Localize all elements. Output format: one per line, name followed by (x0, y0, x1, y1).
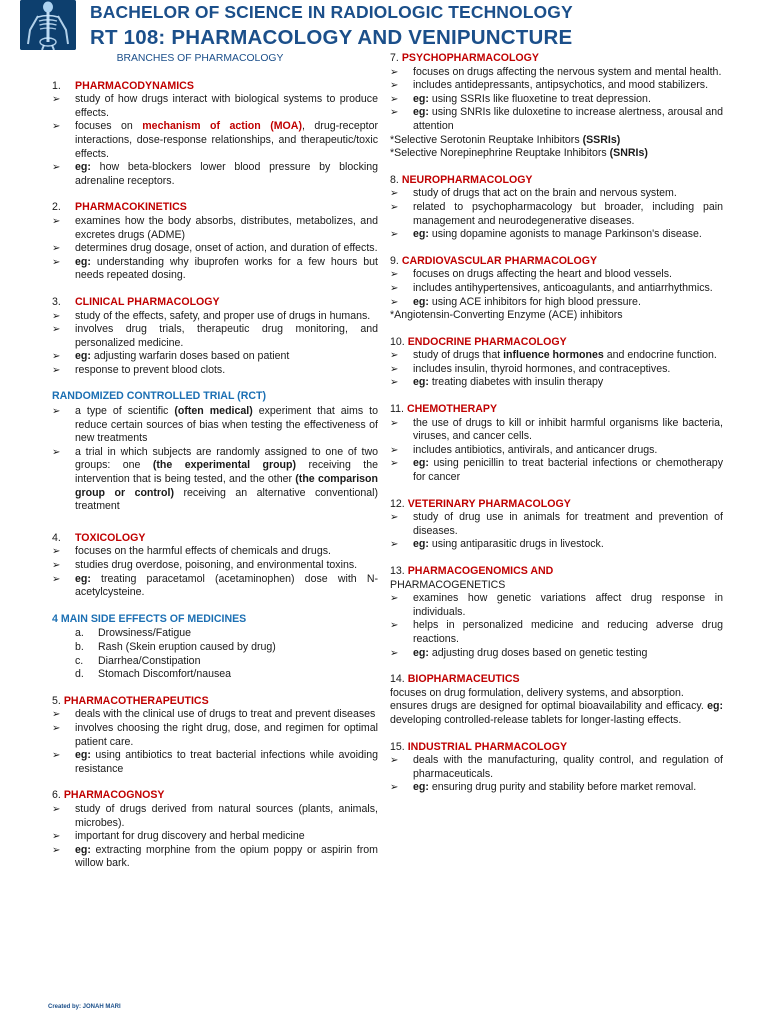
section-heading: 1. PHARMACODYNAMICS (52, 79, 194, 92)
side-effect-item: b. Rash (Skein eruption caused by drug) (75, 640, 276, 653)
bullet-item: ➢ a type of scientific (often medical) experiment that aims to reduce certain sources of bias when testing the effectiveness of new treatments (52, 405, 378, 446)
section-psychopharmacology (390, 52, 723, 161)
bullet-item: ➢ eg: using SSRIs like fluoxetine to treat depression. (390, 93, 723, 107)
section-toxicology (52, 532, 378, 600)
bullet-item: ➢ the use of drugs to kill or inhibit harmful organisms like bacteria, viruses, and cancer cells. (390, 417, 723, 444)
bullet-item: ➢ examines how genetic variations affect drug response in individuals. (390, 592, 723, 619)
section-heading: 9. CARDIOVASCULAR PHARMACOLOGY (390, 254, 598, 267)
bullet-item: ➢ includes antibiotics, antivirals, and anticancer drugs. (390, 444, 723, 458)
bullet-item: ➢ study of drugs that act on the brain and nervous system. (390, 187, 723, 201)
section-heading: 3. CLINICAL PHARMACOLOGY (52, 295, 220, 308)
bullet-item: ➢ eg: using antiparasitic drugs in livestock. (390, 538, 723, 552)
section-heading: 4. TOXICOLOGY (52, 531, 146, 544)
section-pharmacognosy (52, 789, 378, 871)
bullet-item: ➢ deals with the clinical use of drugs to treat and prevent diseases (52, 708, 378, 722)
section-pharmacogenomics (390, 565, 723, 660)
bullet-item: ➢ deals with the manufacturing, quality control, and regulation of pharmaceuticals. (390, 754, 723, 781)
section-heading: 10. ENDOCRINE PHARMACOLOGY (390, 335, 567, 348)
section-pharmacodynamics (52, 80, 378, 189)
section-heading: 13. PHARMACOGENOMICS AND (390, 565, 554, 577)
section-heading-line2: PHARMACOGENETICS (390, 578, 506, 591)
bullet-item: ➢ focuses on mechanism of action (MOA), drug-receptor interactions, dose-response relationships, and therapeutic/toxic effects. (52, 120, 378, 161)
section-side-effects (52, 613, 378, 682)
section-endocrine-pharmacology (390, 336, 723, 390)
side-effect-item: d. Stomach Discomfort/nausea (75, 668, 232, 681)
right-column (390, 52, 723, 808)
bullet-item: ➢ eg: adjusting warfarin doses based on patient (52, 350, 378, 364)
bullet-item: ➢ focuses on drugs affecting the heart and blood vessels. (390, 268, 723, 282)
bullet-item: ➢ eg: treating paracetamol (acetaminophen) dose with N-acetylcysteine. (52, 573, 378, 600)
side-effect-item: c. Diarrhea/Constipation (75, 654, 201, 667)
bullet-item: ➢ eg: extracting morphine from the opium poppy or aspirin from willow bark. (52, 844, 378, 871)
section-heading: 7. PSYCHOPHARMACOLOGY (390, 52, 539, 64)
bullet-item: ➢ includes antihypertensives, anticoagulants, and antiarrhythmics. (390, 282, 723, 296)
footer-credit: Created by: JONAH MARI (48, 1004, 121, 1010)
bullet-item: ➢ focuses on drugs affecting the nervous system and mental health. (390, 66, 723, 80)
bullet-item: ➢ a trial in which subjects are randomly assigned to one of two groups: one (the experimental group) receiving the intervention that is being tested, and the other (the comparison group or control) receiving an alternative conventional) treatment (52, 446, 378, 514)
section-heading: 11. CHEMOTHERAPY (390, 403, 498, 416)
section-pharmacotherapeutics (52, 695, 378, 777)
note: *Selective Norepinephrine Reuptake Inhibitors (SNRIs) (390, 147, 648, 160)
bullet-item: ➢ eg: using SNRIs like duloxetine to increase alertness, arousal and attention (390, 106, 723, 133)
bullet-item: ➢ eg: understanding why ibuprofen works for a few hours but needs repeated dosing. (52, 256, 378, 283)
section-heading: 8. NEUROPHARMACOLOGY (390, 173, 533, 186)
bullet-item: ➢ important for drug discovery and herbal medicine (52, 830, 378, 844)
bullet-item: ➢ study of drugs that influence hormones and endocrine function. (390, 349, 723, 363)
section-clinical-pharmacology (52, 296, 378, 378)
bullet-item: ➢ eg: how beta-blockers lower blood pressure by blocking adrenaline receptors. (52, 161, 378, 188)
rct-heading: RANDOMIZED CONTROLLED TRIAL (RCT) (52, 390, 267, 403)
xray-skeleton-icon (20, 0, 76, 50)
document-header (0, 0, 768, 52)
section-pharmacokinetics (52, 201, 378, 283)
section-chemotherapy (390, 403, 723, 485)
bullet-item: ➢ study of drug use in animals for treatment and prevention of diseases. (390, 511, 723, 538)
paragraph: ensures drugs are designed for optimal bioavailability and efficacy. eg: developing controlled-release tablets for longer-lasting effects. (390, 700, 723, 726)
side-effect-item: a. Drowsiness/Fatigue (75, 627, 192, 640)
section-rct (52, 390, 378, 513)
bullet-item: ➢ response to prevent blood clots. (52, 364, 378, 378)
program-title: BACHELOR OF SCIENCE IN RADIOLOGIC TECHNOLOGY (90, 2, 573, 22)
section-heading: 5. PHARMACOTHERAPEUTICS (52, 694, 209, 707)
bullet-item: ➢ eg: using penicillin to treat bacterial infections or chemotherapy for cancer (390, 457, 723, 484)
bullet-item: ➢ involves choosing the right drug, dose, and regimen for optimal patient care. (52, 722, 378, 749)
note: *Selective Serotonin Reuptake Inhibitors (SSRIs) (390, 133, 621, 146)
bullet-item: ➢ study of how drugs interact with biological systems to produce effects. (52, 93, 378, 120)
section-industrial-pharmacology (390, 741, 723, 795)
bullet-item: ➢ includes insulin, thyroid hormones, and contraceptives. (390, 363, 723, 377)
bullet-item: ➢ eg: adjusting drug doses based on genetic testing (390, 647, 723, 661)
section-veterinary-pharmacology (390, 498, 723, 552)
bullet-item: ➢ focuses on the harmful effects of chemicals and drugs. (52, 545, 378, 559)
side-effects-heading: 4 MAIN SIDE EFFECTS OF MEDICINES (52, 612, 247, 625)
bullet-item: ➢ study of drugs derived from natural sources (plants, animals, microbes). (52, 803, 378, 830)
section-heading: 6. PHARMACOGNOSY (52, 789, 165, 802)
bullet-item: ➢ eg: treating diabetes with insulin therapy (390, 376, 723, 390)
bullet-item: ➢ includes antidepressants, antipsychotics, and mood stabilizers. (390, 79, 723, 93)
bullet-item: ➢ studies drug overdose, poisoning, and environmental toxins. (52, 559, 378, 573)
bullet-item: ➢ eg: using dopamine agonists to manage Parkinson's disease. (390, 228, 723, 242)
section-heading: 12. VETERINARY PHARMACOLOGY (390, 497, 571, 510)
section-heading: 15. INDUSTRIAL PHARMACOLOGY (390, 740, 568, 753)
left-column (52, 52, 378, 884)
bullet-item: ➢ study of the effects, safety, and proper use of drugs in humans. (52, 310, 378, 324)
section-heading: 14. BIOPHARMACEUTICS (390, 673, 520, 686)
bullet-item: ➢ examines how the body absorbs, distributes, metabolizes, and excretes drugs (ADME) (52, 215, 378, 242)
section-neuropharmacology (390, 174, 723, 242)
bullet-item: ➢ eg: using antibiotics to treat bacterial infections while avoiding resistance (52, 749, 378, 776)
bullet-item: ➢ eg: ensuring drug purity and stability before market removal. (390, 781, 723, 795)
section-heading: 2. PHARMACOKINETICS (52, 201, 187, 214)
course-title: RT 108: PHARMACOLOGY AND VENIPUNCTURE (90, 26, 573, 49)
section-biopharmaceutics (390, 673, 723, 727)
bullet-item: ➢ related to psychopharmacology but broader, including pain management and neurodegenerative diseases. (390, 201, 723, 228)
bullet-item: ➢ involves drug trials, therapeutic drug monitoring, and personalized medicine. (52, 323, 378, 350)
note: *Angiotensin-Converting Enzyme (ACE) inhibitors (390, 309, 623, 322)
paragraph: focuses on drug formulation, delivery systems, and absorption. (390, 686, 684, 699)
bullet-item: ➢ helps in personalized medicine and reducing adverse drug reactions. (390, 619, 723, 646)
bullet-item: ➢ determines drug dosage, onset of action, and duration of effects. (52, 242, 378, 256)
section-cardiovascular-pharmacology (390, 255, 723, 323)
branches-title: BRANCHES OF PHARMACOLOGY (116, 53, 284, 64)
bullet-item: ➢ eg: using ACE inhibitors for high blood pressure. (390, 296, 723, 310)
